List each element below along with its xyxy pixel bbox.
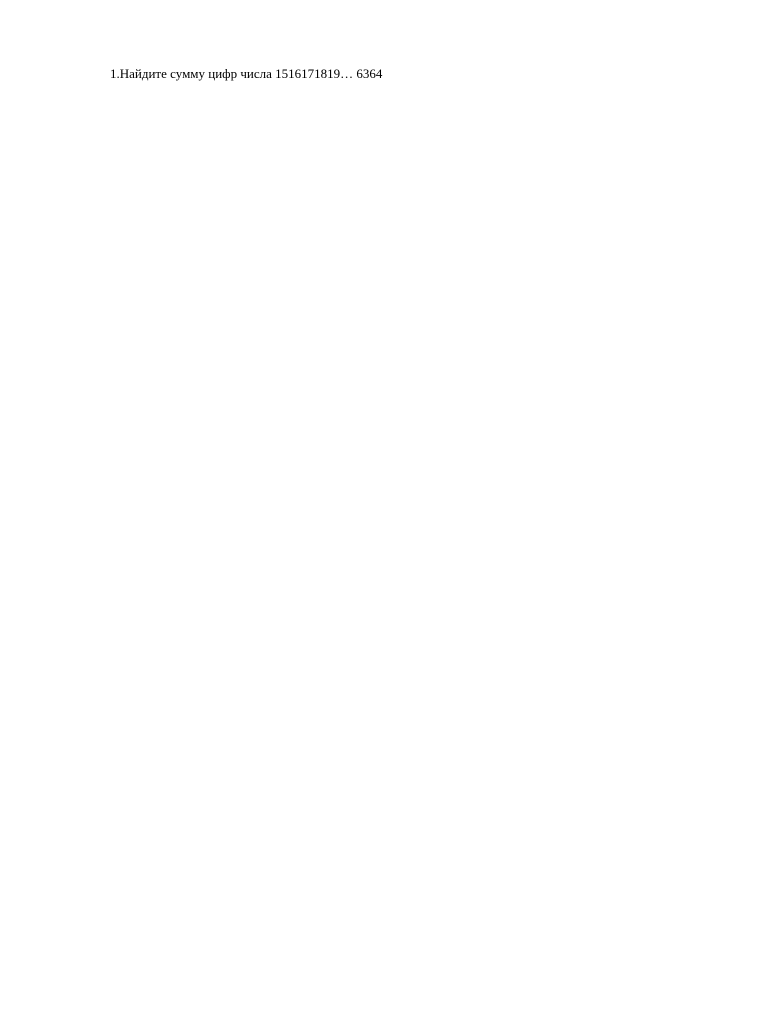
task-1-text: 1.Найдите сумму цифр числа 1516171819… 6364 [110, 66, 383, 81]
right-column [433, 66, 723, 72]
task-1 [110, 66, 400, 83]
left-column [110, 66, 400, 89]
